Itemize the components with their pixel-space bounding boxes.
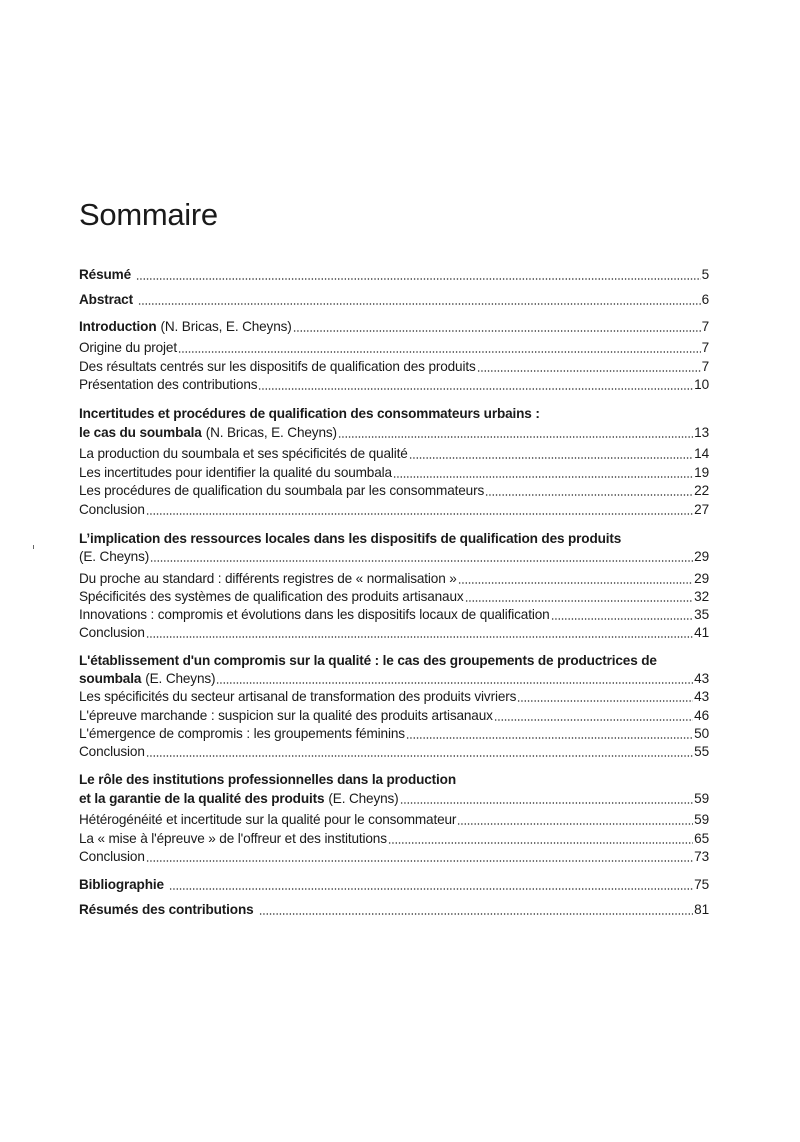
- page-number: 29: [694, 571, 709, 586]
- page-number: 13: [694, 425, 709, 440]
- page-number: 59: [694, 791, 709, 806]
- page-number: 19: [694, 465, 709, 480]
- toc-entry-text: Conclusion: [79, 744, 145, 759]
- toc-entry-text: L'épreuve marchande : suspicion sur la qualité des produits artisanaux: [79, 708, 493, 723]
- toc-entry[interactable]: [79, 482, 709, 500]
- toc-entry-text: L'émergence de compromis : les groupements féminins: [79, 726, 405, 741]
- page-number: 75: [694, 877, 709, 892]
- toc-entry-text: Des résultats centrés sur les dispositifs de qualification des produits: [79, 359, 476, 374]
- page-number: 5: [701, 267, 709, 282]
- toc-entry[interactable]: [79, 876, 709, 894]
- page-number: 6: [701, 292, 709, 307]
- page-number: 81: [694, 902, 709, 917]
- toc-entry[interactable]: [79, 901, 709, 919]
- toc-entry-text: Conclusion: [79, 849, 145, 864]
- toc-entry-text: Conclusion: [79, 502, 145, 517]
- toc-entry[interactable]: [79, 424, 709, 442]
- toc-entry-text: (E. Cheyns): [79, 549, 150, 564]
- toc-entry[interactable]: [79, 291, 709, 309]
- toc-entry-heading: Le rôle des institutions professionnelles dans la production: [79, 772, 456, 787]
- toc-entry-heading: et la garantie de la qualité des produits: [79, 791, 325, 806]
- toc-entry-heading: L’implication des ressources locales dans les dispositifs de qualification des produits: [79, 531, 622, 546]
- toc-entry-text: Présentation des contributions: [79, 377, 258, 392]
- toc-entry[interactable]: [79, 652, 709, 670]
- toc-entry[interactable]: [79, 445, 709, 463]
- page-number: 22: [694, 483, 709, 498]
- page-number: 50: [694, 726, 709, 741]
- toc-entry-text: Innovations : compromis et évolutions dans les dispositifs locaux de qualification: [79, 607, 550, 622]
- toc-entry[interactable]: [79, 266, 709, 284]
- toc-entry-heading: Incertitudes et procédures de qualification des consommateurs urbains :: [79, 406, 540, 421]
- dot-leader: [393, 476, 693, 478]
- dot-leader: [517, 700, 693, 702]
- toc-entry-text: La « mise à l'épreuve » de l'offreur et des institutions: [79, 831, 387, 846]
- toc-entry-heading: soumbala: [79, 671, 142, 686]
- toc-entry-heading: Introduction: [79, 319, 157, 334]
- toc-entry[interactable]: [79, 588, 709, 606]
- toc-entry-text: (E. Cheyns): [328, 791, 399, 806]
- dot-leader: [169, 888, 693, 890]
- toc-entry[interactable]: [79, 376, 709, 394]
- toc-entry[interactable]: [79, 707, 709, 725]
- page-number: 14: [694, 446, 709, 461]
- page-title: Sommaire: [79, 196, 218, 232]
- toc-entry[interactable]: [79, 743, 709, 761]
- dot-leader: [338, 436, 693, 438]
- toc-entry-heading: Bibliographie: [79, 877, 164, 892]
- toc-entry[interactable]: [79, 570, 709, 588]
- toc-entry-heading: Résumé: [79, 267, 131, 282]
- toc-entry[interactable]: [79, 624, 709, 642]
- toc-entry[interactable]: [79, 358, 709, 376]
- toc-entry[interactable]: [79, 606, 709, 624]
- dot-leader: [457, 823, 693, 825]
- toc-entry-text: (N. Bricas, E. Cheyns): [205, 425, 337, 440]
- page-number: 41: [694, 625, 709, 640]
- dot-leader: [259, 913, 694, 915]
- toc-entry[interactable]: [79, 339, 709, 357]
- toc-entry[interactable]: [79, 725, 709, 743]
- toc-entry[interactable]: [79, 790, 709, 808]
- toc-entry-heading: L'établissement d'un compromis sur la qualité : le cas des groupements de productrices de: [79, 653, 657, 668]
- toc-entry[interactable]: [79, 405, 709, 423]
- toc-entry-text: Origine du projet: [79, 340, 177, 355]
- dot-leader: [551, 618, 694, 620]
- dot-leader: [138, 303, 701, 305]
- toc-entry-text: Hétérogénéité et incertitude sur la qualité pour le consommateur: [79, 812, 457, 827]
- page-number: 7: [701, 319, 709, 334]
- dot-leader: [293, 330, 701, 332]
- page-number: 29: [694, 549, 709, 564]
- dot-leader: [146, 755, 693, 757]
- toc-entry-text: Du proche au standard : différents registres de « normalisation »: [79, 571, 457, 586]
- toc-entry-text: Les incertitudes pour identifier la qualité du soumbala: [79, 465, 392, 480]
- page-number: 65: [694, 831, 709, 846]
- toc-entry[interactable]: [79, 464, 709, 482]
- toc-entry[interactable]: [79, 830, 709, 848]
- page-number: 46: [694, 708, 709, 723]
- toc-entry[interactable]: [79, 771, 709, 789]
- toc-entry[interactable]: [79, 811, 709, 829]
- toc-entry-heading: le cas du soumbala: [79, 425, 202, 440]
- page-number: 7: [701, 340, 709, 355]
- page-number: 35: [694, 607, 709, 622]
- dot-leader: [258, 388, 693, 390]
- dot-leader: [136, 278, 701, 280]
- toc-entry-text: Les procédures de qualification du soumbala par les consommateurs: [79, 483, 485, 498]
- dot-leader: [477, 370, 701, 372]
- dot-leader: [178, 351, 701, 353]
- scan-mark: [33, 545, 34, 549]
- dot-leader: [406, 737, 693, 739]
- page-number: 59: [694, 812, 709, 827]
- toc-entry-text: La production du soumbala et ses spécificités de qualité: [79, 446, 408, 461]
- toc-entry[interactable]: [79, 548, 709, 566]
- page-number: 7: [701, 359, 709, 374]
- toc-entry[interactable]: [79, 530, 709, 548]
- toc-entry-text: Spécificités des systèmes de qualification des produits artisanaux: [79, 589, 464, 604]
- page-number: 27: [694, 502, 709, 517]
- toc-entry[interactable]: [79, 688, 709, 706]
- toc-entry-heading: Résumés des contributions: [79, 902, 254, 917]
- dot-leader: [485, 494, 693, 496]
- dot-leader: [409, 457, 694, 459]
- toc-entry[interactable]: [79, 670, 709, 688]
- page-number: 43: [694, 689, 709, 704]
- dot-leader: [465, 600, 694, 602]
- dot-leader: [388, 842, 693, 844]
- dot-leader: [400, 802, 694, 804]
- page-number: 73: [694, 849, 709, 864]
- page-number: 32: [694, 589, 709, 604]
- dot-leader: [216, 682, 693, 684]
- toc-entry-text: (N. Bricas, E. Cheyns): [160, 319, 292, 334]
- toc-entry[interactable]: [79, 318, 709, 336]
- toc-entry[interactable]: [79, 501, 709, 519]
- toc-entry-heading: Abstract: [79, 292, 133, 307]
- toc-entry[interactable]: [79, 848, 709, 866]
- dot-leader: [146, 860, 693, 862]
- dot-leader: [150, 560, 693, 562]
- toc-entry-text: (E. Cheyns): [145, 671, 216, 686]
- page-number: 55: [694, 744, 709, 759]
- toc-entry-text: Les spécificités du secteur artisanal de transformation des produits vivriers: [79, 689, 517, 704]
- toc-entry-text: Conclusion: [79, 625, 145, 640]
- page-number: 43: [694, 671, 709, 686]
- dot-leader: [494, 719, 693, 721]
- dot-leader: [146, 636, 693, 638]
- page-number: 10: [694, 377, 709, 392]
- dot-leader: [146, 513, 693, 515]
- dot-leader: [458, 582, 694, 584]
